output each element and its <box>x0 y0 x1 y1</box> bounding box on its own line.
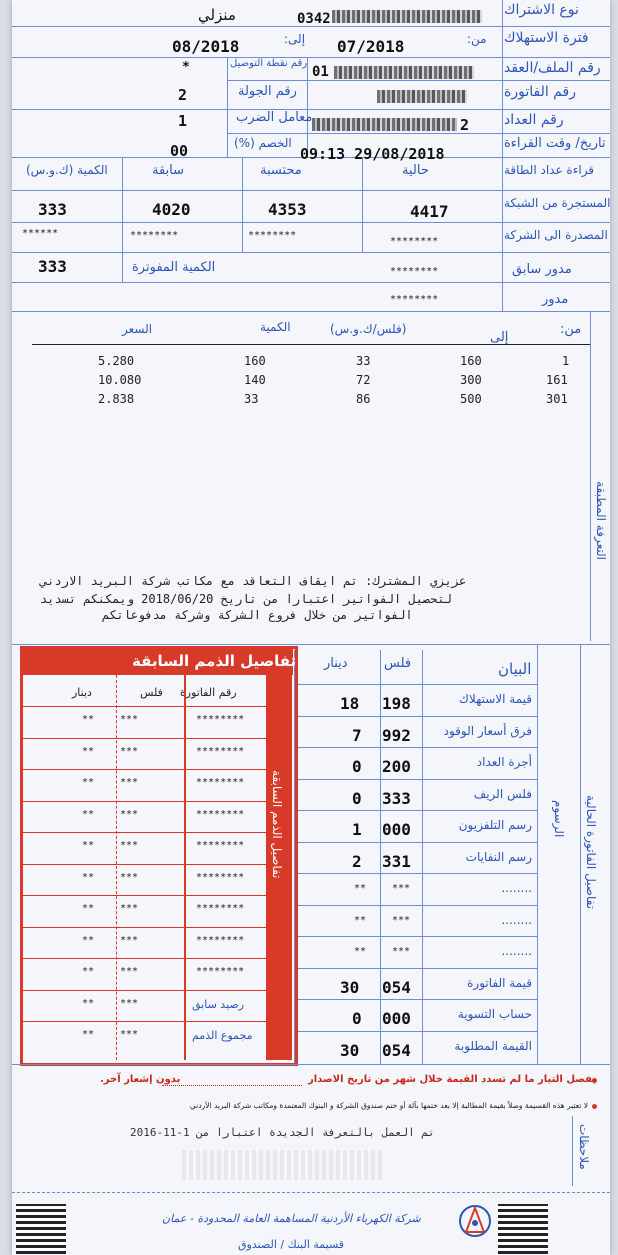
bill-row-label: فرق أسعار الوقود <box>443 723 532 738</box>
company-logo-icon <box>458 1204 492 1242</box>
tariff-side-label: التعرفة المطبقة <box>594 481 608 560</box>
bill-row-line <box>294 747 537 748</box>
tariff-to: 300 <box>460 373 482 387</box>
prev-carry-value: ******** <box>390 266 439 277</box>
reading-datetime-value: 09:13 29/08/2018 <box>300 145 445 163</box>
meter-value: 2 <box>460 116 470 134</box>
consumption-period-label: فترة الاستهلاك <box>504 30 589 46</box>
arrears-row-fils: *** <box>120 934 139 946</box>
arrears-box <box>20 646 298 1066</box>
arrears-row-dinar: ** <box>82 871 95 883</box>
bill-row-label: أجرة العداد <box>476 755 532 769</box>
current-bill-side-label: تفاصيل الفاتورة الحالية <box>584 795 598 910</box>
arrears-row-line <box>23 864 266 865</box>
col-desc: البيان <box>498 660 532 678</box>
meter-label: رقم العداد <box>504 112 564 128</box>
exported-calculated: ******** <box>248 230 297 241</box>
arrears-row-dinar: ** <box>82 903 95 914</box>
bill-row-line <box>294 716 537 717</box>
bill-row-fils: 992 <box>382 725 411 745</box>
subscription-type-label: نوع الاشتراك <box>504 2 579 18</box>
reading-datetime-label: تاريخ/ وقت القراءة <box>504 136 606 151</box>
arrears-row-invoice: ******** <box>196 903 245 914</box>
account-number-value: 0342 <box>297 11 331 27</box>
bill-row-fils: *** <box>392 946 411 957</box>
exported-current: ******** <box>390 236 439 247</box>
bill-row-label: ........ <box>501 912 532 927</box>
invoice-value-redacted <box>377 90 467 103</box>
arrears-row-fils: *** <box>120 840 139 851</box>
arrears-row-dinar: ** <box>82 934 95 946</box>
tariff-from: 161 <box>546 373 568 387</box>
arrears-row-dinar: ** <box>82 714 95 725</box>
reading-previous: 4020 <box>152 200 191 219</box>
col-fils: فلس <box>384 656 412 671</box>
col-qty: الكمية (ك.و.س) <box>26 163 108 177</box>
subscription-type-value: منزلي <box>198 6 236 24</box>
bill-row-dinar: 7 <box>352 725 362 745</box>
stub-label: قسيمة البنك / الصندوق <box>238 1238 345 1251</box>
qr-code-right <box>498 1204 548 1254</box>
tariff-from-col: من: <box>560 322 582 337</box>
tariff-price-col: السعر <box>122 322 153 336</box>
tariff-price: 2.838 <box>98 392 135 406</box>
tariff-note: تم العمل بالتعرفة الجديدة اعتبارا من 1-11-2016 <box>130 1126 435 1139</box>
tariff-to: 160 <box>460 354 482 368</box>
invoice-label: رقم الفاتورة <box>504 84 576 100</box>
fees-label: الرسوم <box>552 800 566 838</box>
connection-point-label: رقم نقطة التوصيل <box>230 58 308 69</box>
arrears-col-invoice: رقم الفاتورة <box>180 686 237 699</box>
arrears-row-dinar: ** <box>82 777 95 788</box>
round-value: 2 <box>178 86 188 104</box>
reading-current: 4417 <box>410 202 449 221</box>
warning-2: لا تعتبر هذه القسيمة وصلاً بقيمة المطالبة إلا بعد ختمها بآلة أو ختم صندوق الشركة و البنوك المعتمدة ومكاتب شركة البريد الأردني <box>189 1101 588 1110</box>
bill-row-dinar: 0 <box>352 1009 362 1028</box>
bill-row-dinar: 1 <box>352 820 362 839</box>
arrears-row-dinar: ** <box>82 1029 95 1040</box>
arrears-row-fils: *** <box>120 745 139 757</box>
arrears-row-invoice: ******** <box>196 745 245 757</box>
arrears-row-fils: *** <box>120 1029 139 1040</box>
arrears-row-line <box>23 738 266 739</box>
billed-qty-label: الكمية المفوترة <box>132 260 216 275</box>
arrears-row-fils: *** <box>120 966 139 977</box>
arrears-row-line <box>23 706 266 707</box>
arrears-row-line <box>23 927 266 928</box>
bill-row-dinar: ** <box>354 883 367 894</box>
tariff-from: 1 <box>562 354 570 368</box>
bill-row-label: قيمة الفاتورة <box>467 975 532 990</box>
period-from: 07/2018 <box>337 37 405 56</box>
arrears-row-fils: *** <box>120 903 139 914</box>
arrears-row-invoice: ******** <box>196 714 245 725</box>
electricity-bill <box>12 0 610 1255</box>
bill-row-label: ........ <box>501 881 532 895</box>
warning-1: يفصل التيار ما لم تسدد القيمة خلال شهر من تاريخ الاصدار <box>308 1074 597 1085</box>
bill-row-line <box>294 810 537 811</box>
arrears-row-line <box>23 958 266 959</box>
bill-row-dinar: 2 <box>352 851 362 871</box>
file-label: رقم الملف/العقد <box>504 60 601 76</box>
arrears-row-dinar: ** <box>82 808 95 820</box>
arrears-row-fils: *** <box>120 871 139 883</box>
exported-qty: ****** <box>22 228 59 239</box>
warning-dot-2 <box>592 1104 597 1109</box>
bill-row-line <box>294 905 537 906</box>
tariff-rate-col: (فلس/ك.و.س) <box>330 322 407 336</box>
period-from-label: من: <box>467 32 487 46</box>
tariff-to-col: إلى <box>490 330 509 345</box>
tariff-price: 10.080 <box>98 373 142 387</box>
account-number <box>297 8 331 27</box>
prev-carry-label: مدور سابق <box>512 262 572 277</box>
bill-row-line <box>294 936 537 937</box>
stamp-area <box>182 1150 382 1180</box>
col-dinar: دينار <box>324 656 348 671</box>
arrears-col-fils: فلس <box>140 686 163 699</box>
discount-label: الخصم (%) <box>234 136 292 150</box>
bill-row-line <box>294 1031 537 1032</box>
bill-row-fils: 198 <box>382 694 411 713</box>
bill-row-label: ........ <box>501 944 532 958</box>
tariff-qty-col: الكمية <box>260 320 291 334</box>
arrears-row-dinar: ** <box>82 840 95 851</box>
file-value-redacted <box>334 66 474 79</box>
multiplier-value: 1 <box>178 112 188 130</box>
arrears-row-fils: *** <box>120 714 139 725</box>
arrears-row-invoice: ******** <box>196 966 245 977</box>
bill-row-fils: 331 <box>382 851 411 871</box>
bill-row-fils: *** <box>392 914 411 926</box>
readings-row-label: قراءة عداد الطاقة <box>504 163 595 177</box>
tariff-from: 301 <box>546 392 568 406</box>
tariff-rate: 72 <box>356 373 371 387</box>
arrears-col-dinar: دينار <box>72 686 92 699</box>
tariff-to: 500 <box>460 392 482 406</box>
carry-label: مدور <box>542 292 569 307</box>
bill-row-dinar: 30 <box>340 1040 360 1060</box>
connection-point-value: * <box>182 60 190 75</box>
file-value: 01 <box>312 64 329 80</box>
bill-row-fils: 000 <box>382 820 411 839</box>
period-to-label: إلى: <box>284 32 306 46</box>
arrears-row-fils: *** <box>120 808 139 820</box>
account-number-redacted <box>332 10 482 23</box>
col-previous: سابقة <box>152 163 185 178</box>
arrears-row-line <box>23 895 266 896</box>
bill-row-label: حساب التسوية <box>457 1007 532 1021</box>
arrears-row-fils: *** <box>120 997 139 1009</box>
arrears-row-line <box>23 1021 266 1022</box>
tariff-price: 5.280 <box>98 354 135 368</box>
bill-row-line <box>294 684 537 685</box>
bill-row-dinar: ** <box>354 946 367 957</box>
bill-row-dinar: 18 <box>340 694 360 713</box>
arrears-row-line <box>23 769 266 770</box>
arrears-row-dinar: ** <box>82 745 95 757</box>
bill-row-label: رسم التلفزيون <box>458 818 532 832</box>
bill-row-line <box>294 842 537 843</box>
bill-row-fils: 333 <box>382 788 411 808</box>
arrears-row-invoice: ******** <box>196 871 245 883</box>
period-to: 08/2018 <box>172 37 240 56</box>
carry-value: ******** <box>390 294 439 305</box>
col-current: حالية <box>402 163 429 178</box>
bill-row-fils: 054 <box>382 977 411 997</box>
reading-calculated: 4353 <box>268 200 307 219</box>
arrears-title: تفاصيل الذمم السابقة <box>132 652 297 670</box>
notice-line-2: لتحصيل الفواتير اعتبارا من تاريخ 2018/06/20 ويمكنكم تسديد <box>40 592 452 606</box>
notice-line-3: الفواتير من خلال فروع الشركة وشركة مدفوعاتكم <box>102 608 413 622</box>
arrears-row-invoice: رصيد سابق <box>192 997 245 1011</box>
bill-row-line <box>294 968 537 969</box>
bill-row-dinar: 30 <box>340 977 360 997</box>
meter-value-redacted <box>312 118 457 131</box>
arrears-row-fils: *** <box>120 777 139 788</box>
bill-row-fils: 200 <box>382 757 411 776</box>
billed-qty: 333 <box>38 257 67 276</box>
company-name: شركة الكهرباء الأردنية المساهمة العامة المحدودة - عمان <box>162 1212 421 1225</box>
bill-row-dinar: 0 <box>352 788 362 808</box>
round-label: رقم الجولة <box>238 84 297 99</box>
tariff-rate: 33 <box>356 354 371 368</box>
col-calculated: محتسبة <box>260 163 302 178</box>
consumed-label: المستجرة من الشبكة <box>504 196 610 210</box>
arrears-row-invoice: ******** <box>196 777 245 788</box>
multiplier-label: معامل الضرب <box>236 110 313 125</box>
tariff-qty: 140 <box>244 373 266 387</box>
bill-row-line <box>294 999 537 1000</box>
bill-row-label: رسم النفايات <box>465 849 532 864</box>
arrears-row-line <box>23 990 266 991</box>
exported-previous: ******** <box>130 230 179 241</box>
tariff-rate: 86 <box>356 392 371 406</box>
exported-label: المصدرة الى الشركة <box>504 228 608 242</box>
bill-row-dinar: 0 <box>352 757 362 776</box>
arrears-row-invoice: ******** <box>196 808 245 820</box>
notes-label: ملاحظات <box>577 1124 591 1170</box>
discount-value: 00 <box>170 142 189 160</box>
bill-row-fils: 054 <box>382 1040 411 1060</box>
reading-qty: 333 <box>38 200 67 219</box>
bill-row-fils: *** <box>392 883 411 894</box>
arrears-side-label: تفاصيل الذمم السابقة <box>270 770 284 879</box>
arrears-row-dinar: ** <box>82 997 95 1009</box>
notice-line-1: عزيزي المشترك: تم ايقاف التعاقد مع مكاتب شركة البريد الاردني <box>40 574 467 588</box>
tariff-qty: 33 <box>244 392 259 406</box>
bill-row-label: فلس الريف <box>473 786 532 801</box>
arrears-row-invoice: ******** <box>196 934 245 946</box>
arrears-row-invoice: ******** <box>196 840 245 851</box>
warning-1-end: بدون إشعار آخر. <box>100 1074 181 1085</box>
bill-row-line <box>294 779 537 780</box>
bill-row-fils: 000 <box>382 1009 411 1028</box>
bill-row-label: قيمة الاستهلاك <box>459 692 532 706</box>
qr-code-left <box>16 1204 66 1254</box>
bill-row-line <box>294 873 537 874</box>
bill-row-label: القيمة المطلوبة <box>454 1038 532 1053</box>
tariff-qty: 160 <box>244 354 266 368</box>
arrears-row-dinar: ** <box>82 966 95 977</box>
arrears-row-line <box>23 832 266 833</box>
bill-row-dinar: ** <box>354 914 367 926</box>
arrears-row-line <box>23 801 266 802</box>
arrears-row-invoice: مجموع الذمم <box>192 1029 253 1042</box>
